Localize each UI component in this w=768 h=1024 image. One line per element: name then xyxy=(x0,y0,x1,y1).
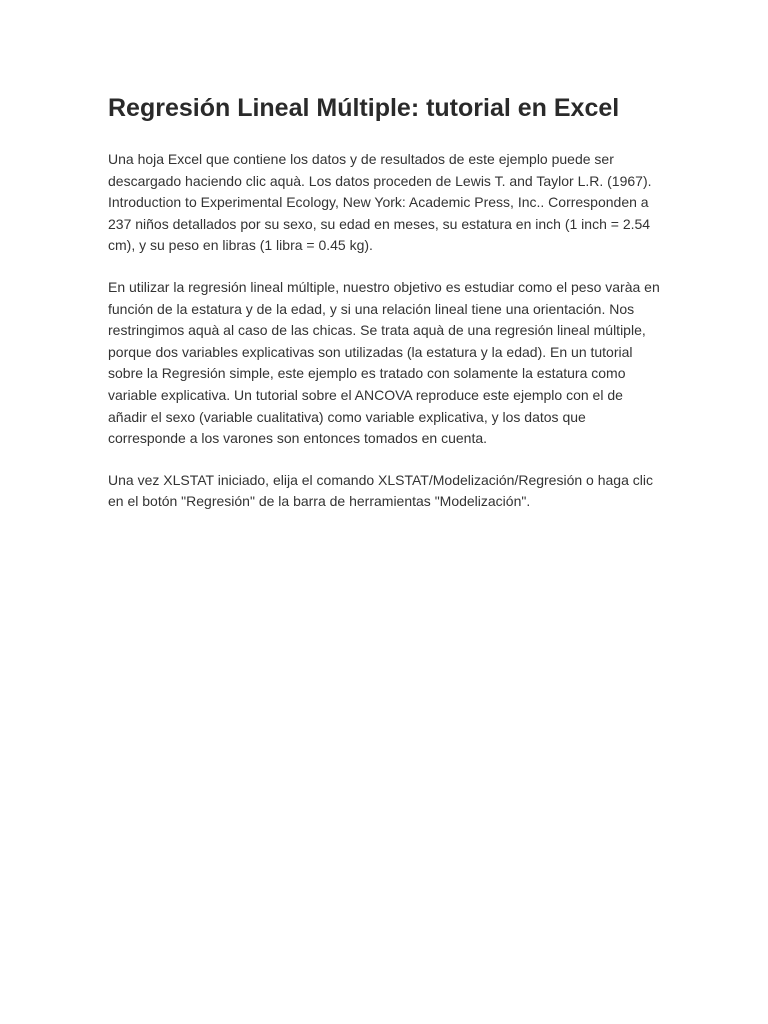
paragraph-objective: En utilizar la regresión lineal múltiple, nuestro objetivo es estudiar como el peso varàa en función de la estatura y de la edad, y si una relación lineal tiene una orientación. Nos restringimos aquà al caso de las chicas. Se trata aquà de una regresión lineal múltiple, porque dos variables explicativas son utilizadas (la estatura y la edad). En un tutorial sobre la Regresión simple, este ejemplo es tratado con solamente la estatura como variable explicativa. Un tutorial sobre el ANCOVA reproduce este ejemplo con el de añadir el sexo (variable cualitativa) como variable explicativa, y los datos que corresponde a los varones son entonces tomados en cuenta. xyxy=(108,278,660,447)
paragraph-instructions: Una vez XLSTAT iniciado, elija el comando XLSTAT/Modelización/Regresión o haga clic en el botón "Regresión" de la barra de herramientas "Modelización". xyxy=(108,471,653,510)
document-title: Regresión Lineal Múltiple: tutorial en Excel xyxy=(108,94,620,122)
paragraph-data-source: Una hoja Excel que contiene los datos y de resultados de este ejemplo puede ser descargado haciendo clic aquà. Los datos proceden de Lewis T. and Taylor L.R. (1967). Introduction to Experimental Ecology, New York: Academic Press, Inc.. Corresponden a 237 niños detallados por su sexo, su edad en meses, su estatura en inch (1 inch = 2.54 cm), y su peso en libras (1 libra = 0.45 kg). xyxy=(108,151,652,254)
